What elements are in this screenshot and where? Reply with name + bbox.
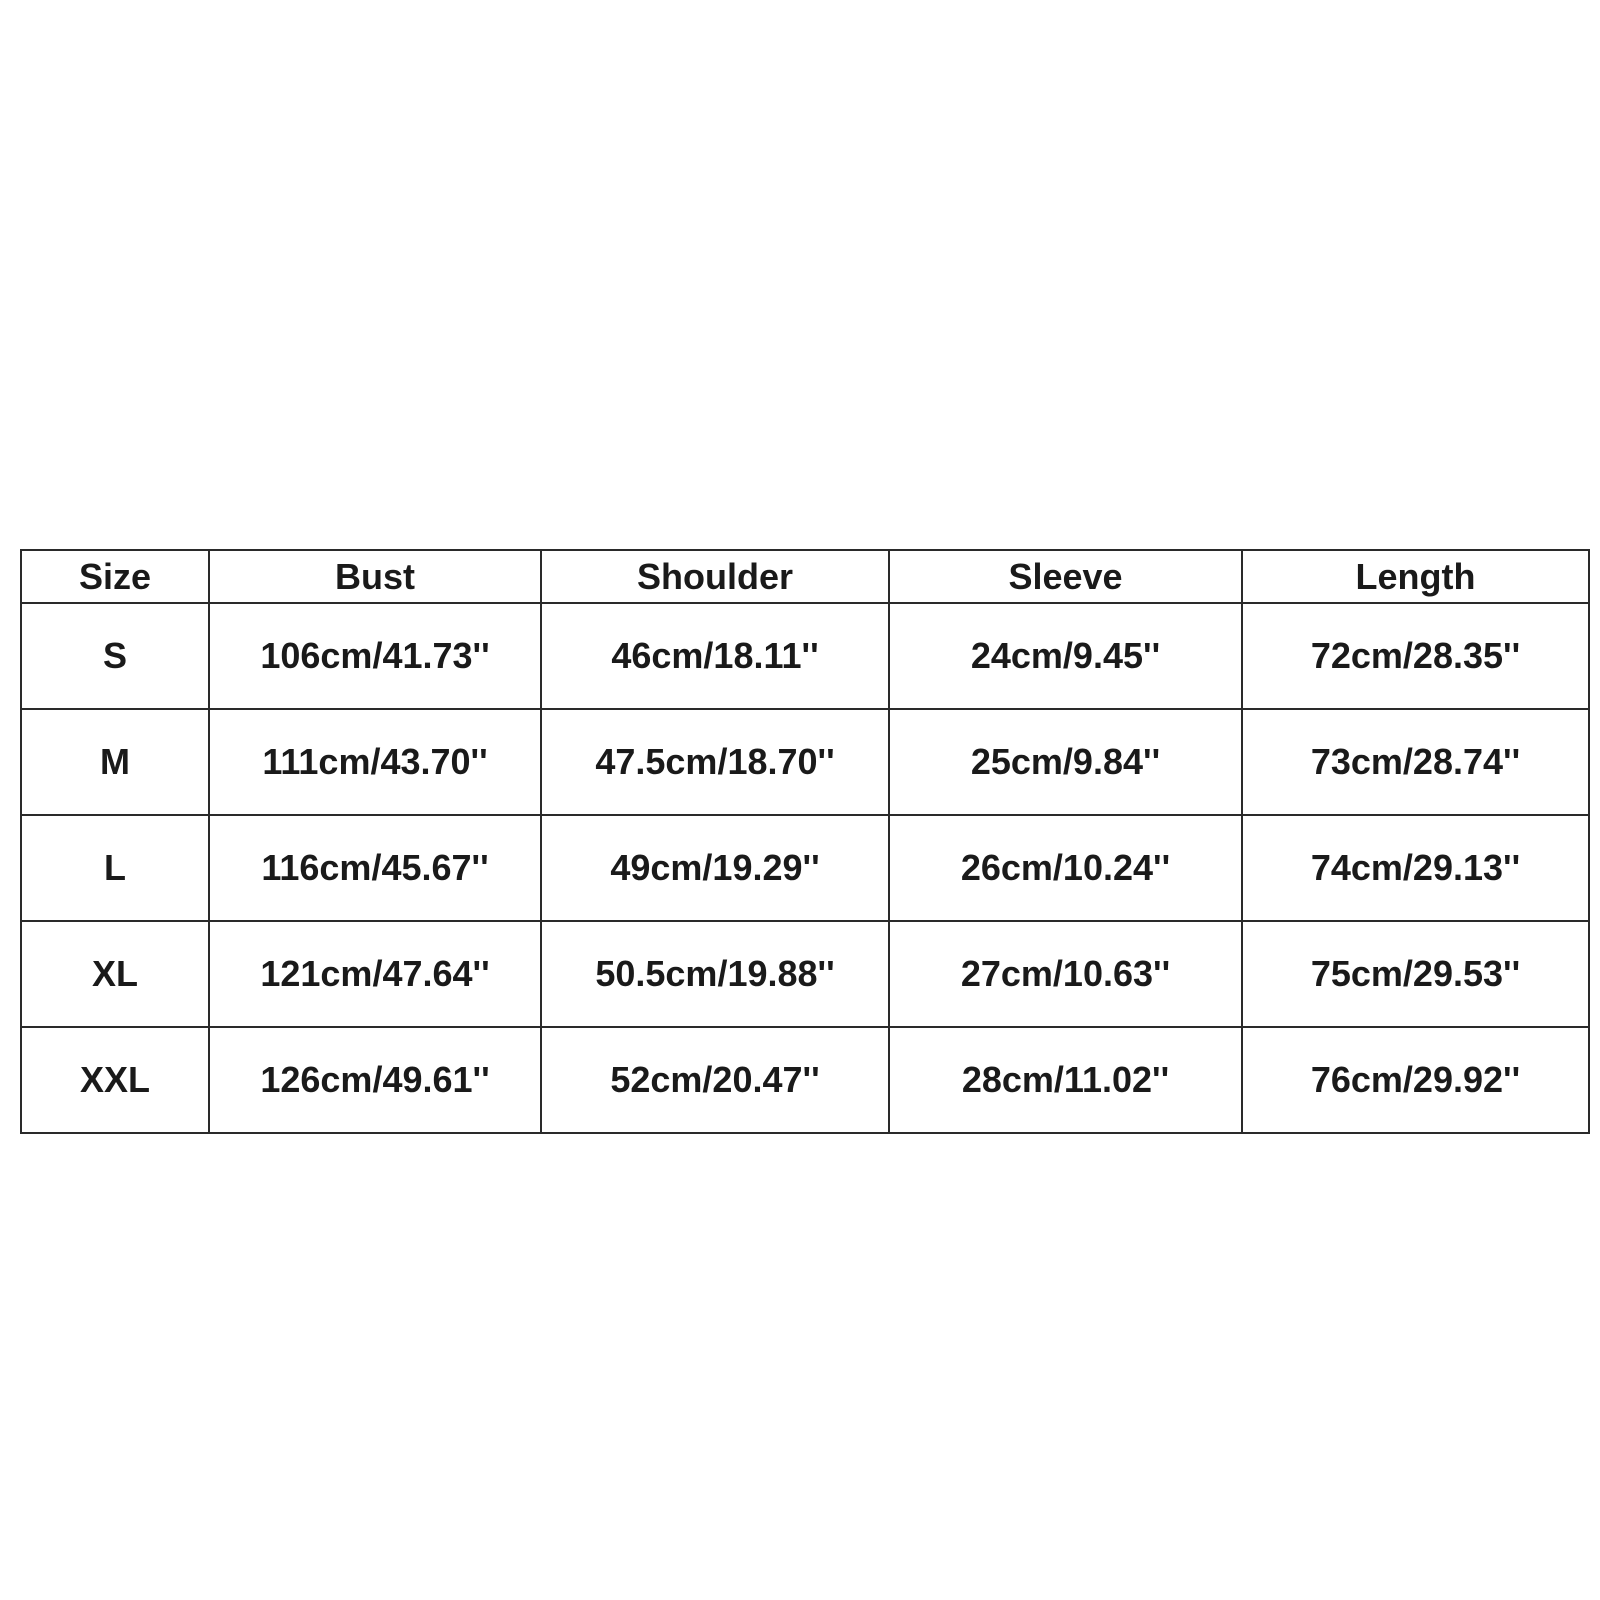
table-row (21, 815, 1589, 921)
cell-bust: 106cm/41.73'' (209, 603, 541, 709)
cell-sleeve: 25cm/9.84'' (889, 709, 1242, 815)
cell-shoulder: 52cm/20.47'' (541, 1027, 889, 1133)
cell-length: 76cm/29.92'' (1242, 1027, 1589, 1133)
cell-shoulder: 50.5cm/19.88'' (541, 921, 889, 1027)
cell-shoulder: 46cm/18.11'' (541, 603, 889, 709)
cell-bust: 121cm/47.64'' (209, 921, 541, 1027)
cell-size: M (21, 709, 209, 815)
cell-bust: 116cm/45.67'' (209, 815, 541, 921)
cell-shoulder: 49cm/19.29'' (541, 815, 889, 921)
size-chart-table (20, 549, 1590, 1134)
cell-size: L (21, 815, 209, 921)
cell-length: 72cm/28.35'' (1242, 603, 1589, 709)
table-row (21, 921, 1589, 1027)
header-length: Length (1242, 550, 1589, 603)
header-sleeve: Sleeve (889, 550, 1242, 603)
cell-sleeve: 26cm/10.24'' (889, 815, 1242, 921)
cell-size: XXL (21, 1027, 209, 1133)
cell-bust: 111cm/43.70'' (209, 709, 541, 815)
header-row (21, 550, 1589, 603)
table-row (21, 1027, 1589, 1133)
cell-bust: 126cm/49.61'' (209, 1027, 541, 1133)
header-shoulder: Shoulder (541, 550, 889, 603)
cell-length: 74cm/29.13'' (1242, 815, 1589, 921)
cell-size: S (21, 603, 209, 709)
cell-length: 73cm/28.74'' (1242, 709, 1589, 815)
cell-size: XL (21, 921, 209, 1027)
table-row (21, 603, 1589, 709)
cell-shoulder: 47.5cm/18.70'' (541, 709, 889, 815)
cell-sleeve: 28cm/11.02'' (889, 1027, 1242, 1133)
header-size: Size (21, 550, 209, 603)
header-bust: Bust (209, 550, 541, 603)
cell-sleeve: 24cm/9.45'' (889, 603, 1242, 709)
cell-length: 75cm/29.53'' (1242, 921, 1589, 1027)
cell-sleeve: 27cm/10.63'' (889, 921, 1242, 1027)
table-row (21, 709, 1589, 815)
